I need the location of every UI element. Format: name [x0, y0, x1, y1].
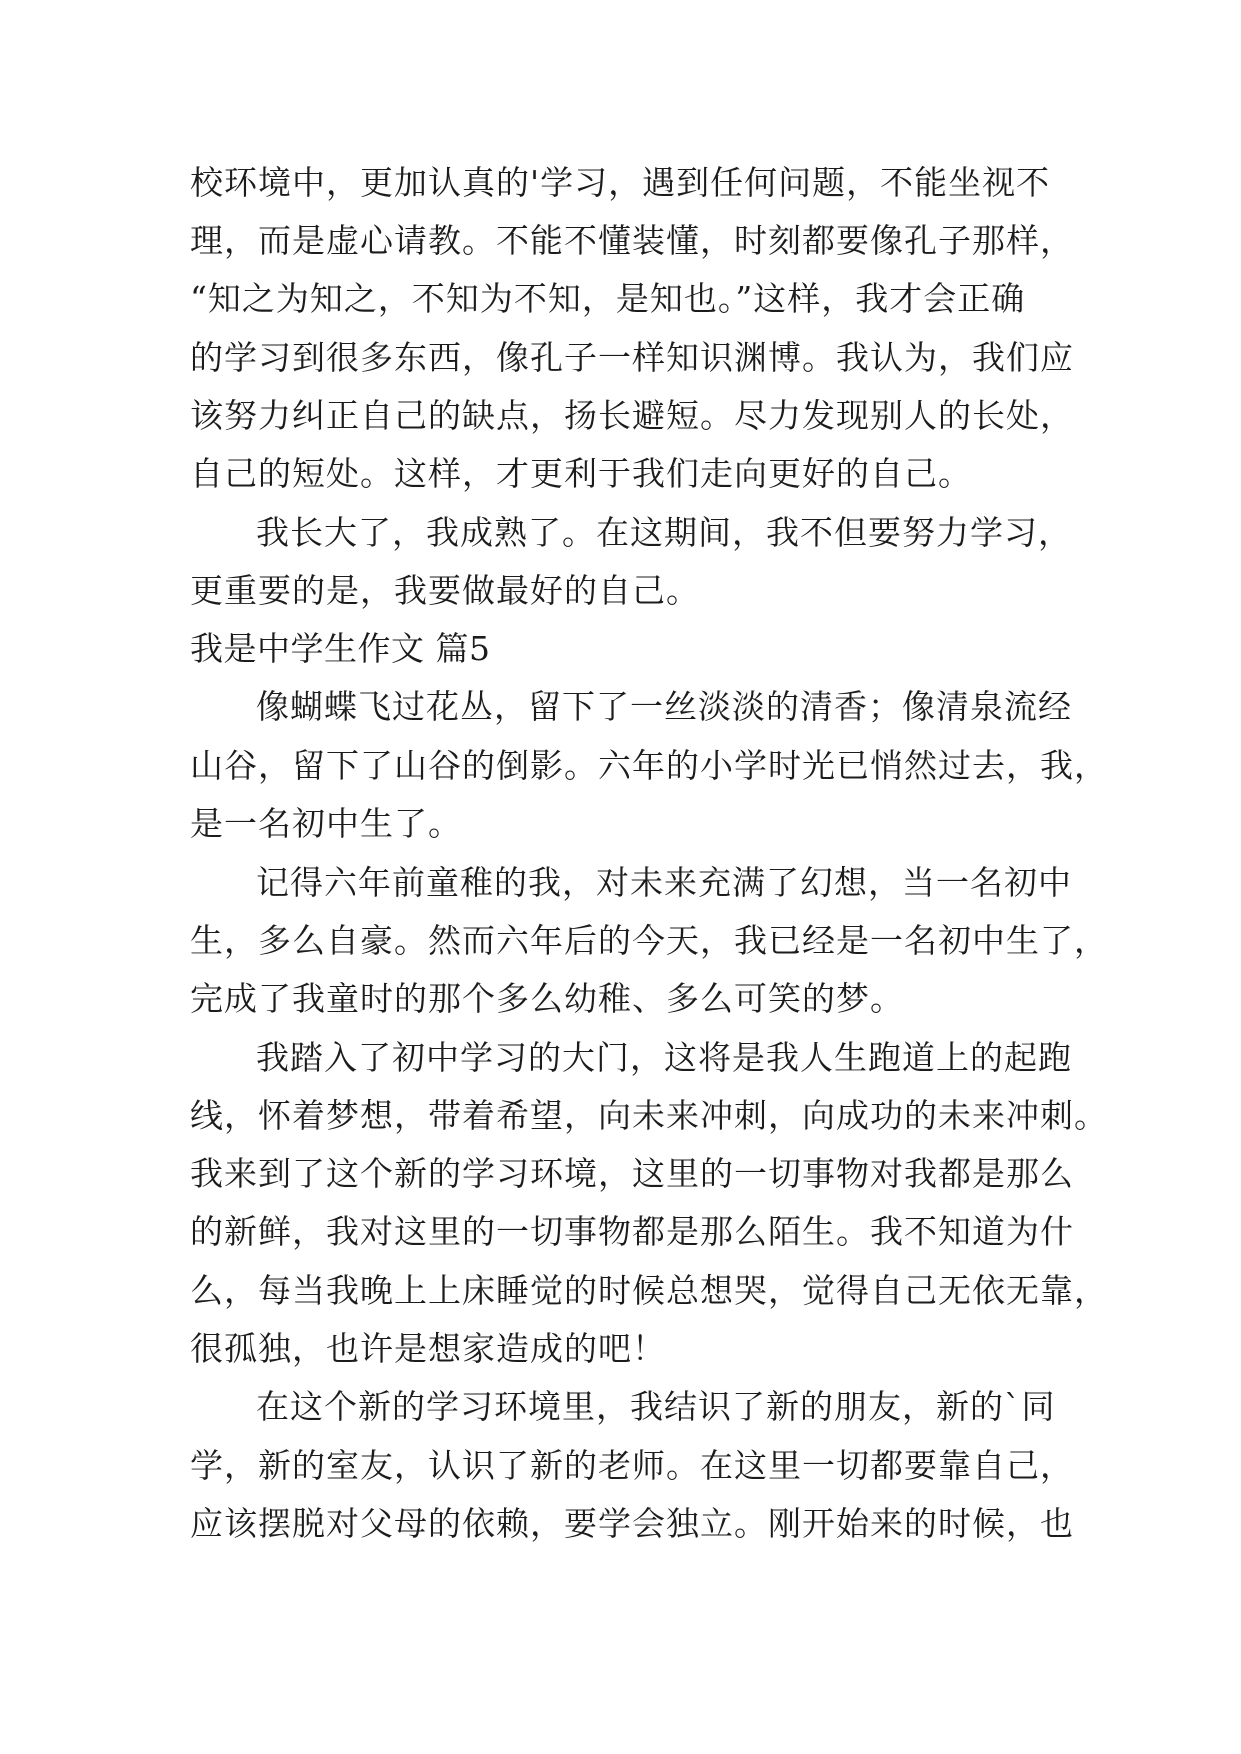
text-line: 校环境中，更加认真的'学习，遇到任何问题，不能坐视不 [190, 163, 1051, 202]
text-line: 学，新的室友，认识了新的老师。在这里一切都要靠自己， [190, 1446, 1074, 1485]
paragraph-first-line: 记得六年前童稚的我，对未来充满了幻想，当一名初中 [256, 863, 1072, 902]
paragraph-first-line: 我长大了，我成熟了。在这期间，我不但要努力学习， [256, 513, 1072, 552]
text-line: 是一名初中生了。 [190, 804, 462, 843]
text-line: 理，而是虚心请教。不能不懂装懂，时刻都要像孔子那样， [190, 221, 1074, 260]
text-line: 很孤独，也许是想家造成的吧！ [190, 1329, 666, 1368]
text-line: 山谷，留下了山谷的倒影。六年的小学时光已悄然过去，我， [190, 746, 1108, 785]
text-line: 完成了我童时的那个多么幼稚、多么可笑的梦。 [190, 979, 904, 1018]
text-line: “知之为知之，不知为不知，是知也。”这样，我才会正确 [190, 279, 1026, 318]
text-line: 的学习到很多东西，像孔子一样知识渊博。我认为，我们应 [190, 338, 1074, 377]
paragraph-first-line: 像蝴蝶飞过花丛，留下了一丝淡淡的清香；像清泉流经 [256, 687, 1072, 726]
text-line: 更重要的是，我要做最好的自己。 [190, 571, 700, 610]
text-line: 生，多么自豪。然而六年后的今天，我已经是一名初中生了， [190, 921, 1108, 960]
paragraph-first-line: 我踏入了初中学习的大门，这将是我人生跑道上的起跑 [256, 1038, 1072, 1077]
text-line: 该努力纠正自己的缺点，扬长避短。尽力发现别人的长处， [190, 396, 1074, 435]
text-line: 自己的短处。这样，才更利于我们走向更好的自己。 [190, 454, 972, 493]
paragraph-first-line: 在这个新的学习环境里，我结识了新的朋友，新的`同 [256, 1387, 1056, 1426]
text-line: 线，怀着梦想，带着希望，向未来冲刺，向成功的未来冲刺。 [190, 1096, 1108, 1135]
section-heading: 我是中学生作文 篇5 [190, 629, 491, 668]
text-line: 我来到了这个新的学习环境，这里的一切事物对我都是那么 [190, 1154, 1074, 1193]
text-line: 的新鲜，我对这里的一切事物都是那么陌生。我不知道为什 [190, 1212, 1074, 1251]
text-line: 应该摆脱对父母的依赖，要学会独立。刚开始来的时候，也 [190, 1504, 1074, 1543]
text-line: 么，每当我晚上上床睡觉的时候总想哭，觉得自己无依无靠， [190, 1271, 1108, 1310]
